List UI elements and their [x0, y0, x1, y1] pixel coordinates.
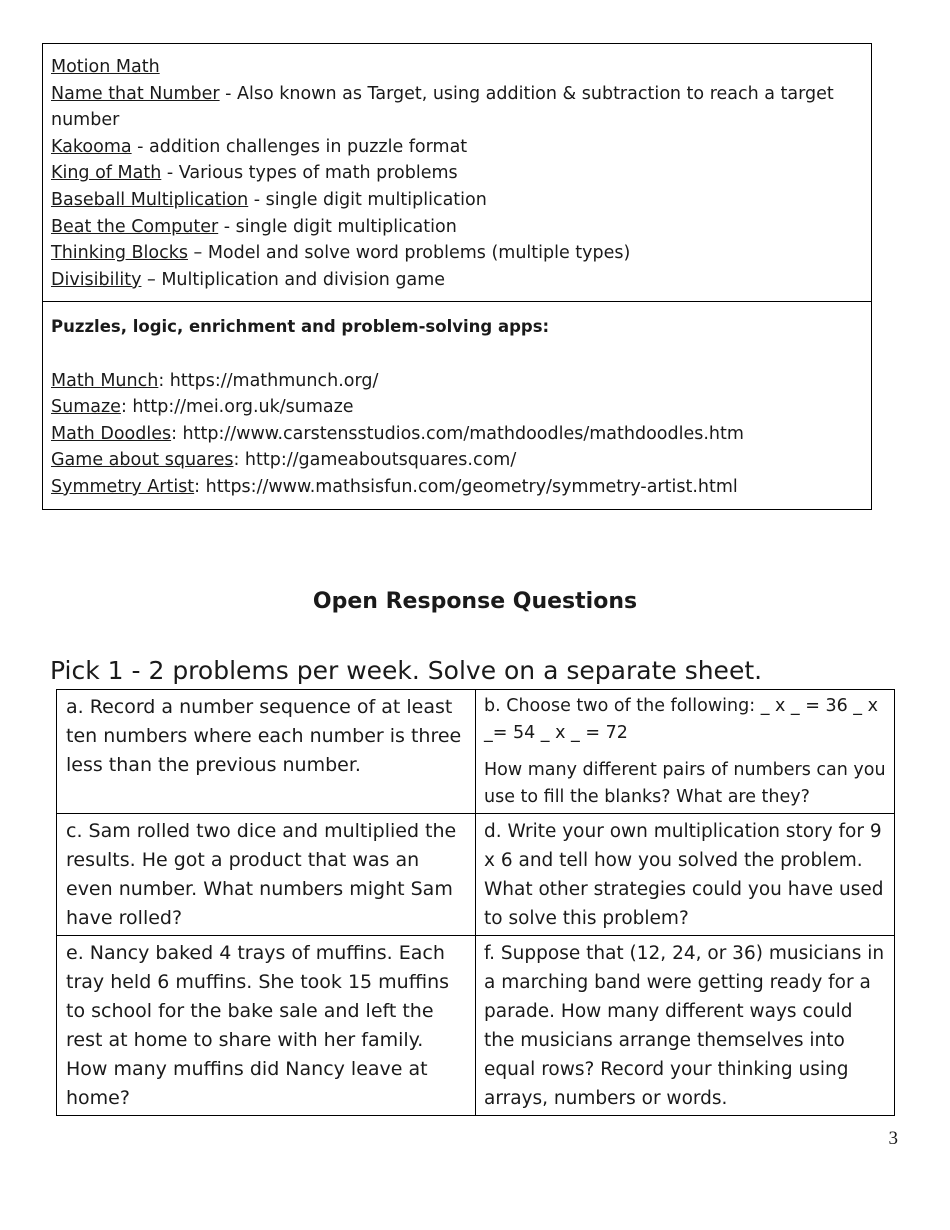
puzzle-link[interactable]: Game about squares [51, 450, 234, 471]
puzzle-link[interactable]: Math Doodles [51, 423, 172, 444]
question-e [57, 936, 476, 1116]
app-description: – Multiplication and division game [141, 269, 446, 290]
question-f [476, 936, 895, 1116]
app-description: – Model and solve word problems (multiple types) [187, 243, 631, 264]
puzzle-url: : https://www.mathsisfun.com/geometry/symmetry-artist.html [194, 476, 738, 497]
puzzle-entry-sumaze [51, 394, 863, 421]
question-text: c. Sam rolled two dice and multiplied the results. He got a product that was an even number. What numbers might Sam have rolled? [66, 820, 457, 929]
app-entry-beat-the-computer [51, 214, 863, 241]
app-entry-name-that-number [51, 81, 863, 134]
question-b [476, 690, 895, 814]
app-description: - Various types of math problems [161, 163, 458, 184]
app-link[interactable]: King of Math [51, 163, 162, 184]
puzzle-link[interactable]: Sumaze [51, 397, 121, 418]
question-text: b. Choose two of the following: _ x _ = 36 _ x _= 54 _ x _ = 72 [484, 696, 878, 743]
puzzle-url: : http://gameaboutsquares.com/ [233, 450, 517, 471]
app-link[interactable]: Motion Math [51, 57, 160, 77]
app-entry-motion-math [51, 54, 863, 81]
app-entry-king-of-math [51, 160, 863, 187]
puzzle-entry-symmetry-artist [51, 474, 863, 501]
page-number: 3 [888, 1128, 898, 1149]
spacer [51, 341, 863, 368]
puzzle-entry-math-munch [51, 368, 863, 395]
section-title: Open Response Questions [312, 589, 638, 614]
app-entry-baseball-multiplication [51, 187, 863, 214]
app-entry-kakooma [51, 134, 863, 161]
puzzle-entry-math-doodles [51, 421, 863, 448]
app-description: - single digit multiplication [218, 216, 457, 237]
question-text: f. Suppose that (12, 24, or 36) musicians in a marching band were getting ready for a parade. How many different ways could the musicians arrange themselves into equal rows? Record your thinking using arrays, numbers or words. [484, 943, 885, 1109]
questions-table [56, 689, 895, 1116]
app-description: - addition challenges in puzzle format [131, 136, 468, 157]
app-link[interactable]: Baseball Multiplication [51, 189, 249, 210]
app-link[interactable]: Beat the Computer [51, 216, 219, 237]
question-text: a. Record a number sequence of at least ten numbers where each number is three less than the previous number. [66, 696, 462, 776]
app-link[interactable]: Kakooma [51, 136, 132, 157]
app-link[interactable]: Divisibility [51, 269, 142, 290]
question-text: e. Nancy baked 4 trays of muffins. Each tray held 6 muffins. She took 15 muffins to school for the bake sale and left the rest at home to share with her family. How many muffins did Nancy leave at home? [66, 942, 450, 1109]
app-description: - Also known as Target, using addition & subtraction to reach a target number [51, 83, 834, 131]
app-link[interactable]: Thinking Blocks [51, 243, 188, 264]
question-text: d. Write your own multiplication story for 9 x 6 and tell how you solved the problem. What other strategies could you have used to solve this problem? [484, 821, 884, 929]
question-a [57, 690, 476, 814]
resources-table [42, 43, 872, 510]
question-c [57, 814, 476, 936]
puzzle-url: : https://mathmunch.org/ [158, 370, 379, 391]
math-games-cell [43, 44, 872, 302]
puzzle-url: : http://www.carstensstudios.com/mathdoodles/mathdoodles.htm [171, 423, 744, 444]
puzzle-link[interactable]: Math Munch [51, 370, 159, 391]
puzzles-heading: Puzzles, logic, enrichment and problem-solving apps: [51, 317, 550, 337]
question-d [476, 814, 895, 936]
instruction-text: Pick 1 - 2 problems per week. Solve on a separate sheet. [50, 656, 763, 685]
puzzle-url: : http://mei.org.uk/sumaze [120, 397, 354, 418]
app-entry-thinking-blocks [51, 240, 863, 267]
question-text: How many different pairs of numbers can you use to fill the blanks? What are they? [484, 760, 886, 807]
app-description: - single digit multiplication [248, 189, 487, 210]
app-link[interactable]: Name that Number [51, 83, 220, 104]
puzzle-link[interactable]: Symmetry Artist [51, 476, 195, 497]
puzzles-cell [43, 302, 872, 509]
app-entry-divisibility [51, 267, 863, 294]
puzzle-entry-game-about-squares [51, 447, 863, 474]
